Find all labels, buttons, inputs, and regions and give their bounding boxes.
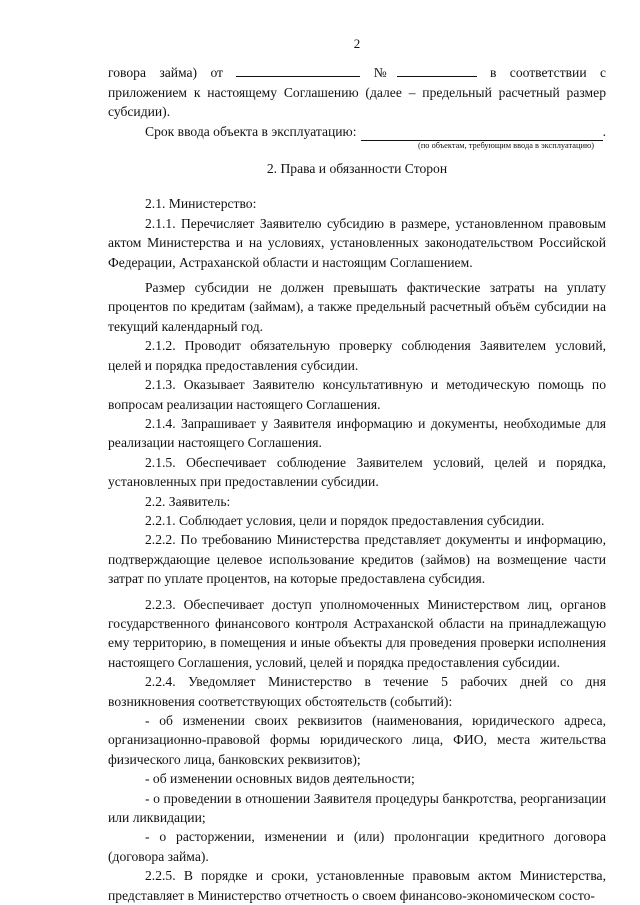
clause-2-1-1: 2.1.1. Перечисляет Заявителю субсидию в размере, установленном правовым актом Министерства и на условиях, установленных законодательством Российской Федерации, Астраханской области и настоящим Соглашением.	[108, 215, 606, 270]
list-item-credit-agreement: - о расторжении, изменении и (или) пролонгации кредитного договора (договора займа).	[108, 829, 606, 864]
page-number: 2	[353, 36, 361, 51]
clause-2-1-2: 2.1.2. Проводит обязательную проверку соблюдения Заявителем условий, целей и порядка предоставления субсидии.	[108, 338, 606, 373]
clause-2-1-5: 2.1.5. Обеспечивает соблюдение Заявителем условий, целей и порядка, установленных при предоставлении субсидии.	[108, 454, 606, 490]
intro-text-end: в соответствии с приложением к настоящему Соглашению (далее – предельный расчетный размер субсидии).	[108, 65, 606, 120]
date-blank	[236, 64, 360, 77]
commissioning-blank	[361, 127, 603, 141]
commissioning-period: .	[602, 123, 606, 139]
clause-2-2: 2.2. Заявитель:	[145, 493, 231, 509]
commissioning-label: Срок ввода объекта в эксплуатацию:	[145, 123, 357, 139]
subsidy-limit-paragraph: Размер субсидии не должен превышать фактические затраты на уплату процентов по кредитам (займам), а также предельный расчетный объём субсидии на текущий календарный год.	[108, 280, 606, 334]
commissioning-note: (по объектам, требующим ввода в эксплуатацию)	[418, 141, 594, 151]
clause-2-1-4: 2.1.4. Запрашивает у Заявителя информацию и документы, необходимые для реализации настоящего Соглашения.	[108, 415, 606, 451]
intro-text-start: говора займа) от	[108, 65, 223, 81]
clause-2-1-3: 2.1.3. Оказывает Заявителю консультативную и методическую помощь по вопросам реализации настоящего Соглашения.	[108, 377, 606, 412]
commissioning-row	[108, 122, 606, 141]
intro-number-sign: №	[373, 65, 397, 81]
list-item-requisites: - об изменении своих реквизитов (наименования, юридического адреса, организационно-правовой формы юридического лица, ФИО, места жительства физического лица, банковских реквизитов);	[108, 713, 606, 767]
clause-2-1: 2.1. Министерство:	[145, 196, 257, 212]
clause-2-2-3: 2.2.3. Обеспечивает доступ уполномоченных Министерством лиц, органов государственного финансового контроля Астраханской области на принадлежащую ему территорию, в помещения и иные объекты для проведения проверки исполнения настоящего Соглашения, условий, целей и порядка предоставления субсидии.	[108, 596, 606, 670]
clause-2-2-5: 2.2.5. В порядке и сроки, установленные правовым актом Министерства, представляет в Министерство отчетность о своем финансово-экономическом состо-	[108, 868, 606, 903]
list-item-bankruptcy: - о проведении в отношении Заявителя процедуры банкротства, реорганизации или ликвидации;	[108, 790, 606, 826]
clause-2-2-1: 2.2.1. Соблюдает условия, цели и порядок предоставления субсидии.	[145, 512, 545, 528]
intro-paragraph	[108, 63, 606, 121]
number-blank	[397, 64, 477, 77]
clause-2-2-4: 2.2.4. Уведомляет Министерство в течение 5 рабочих дней со дня возникновения соответствующих обстоятельств (событий):	[108, 674, 606, 709]
section-heading: 2. Права и обязанности Сторон	[266, 161, 448, 177]
clause-2-2-2: 2.2.2. По требованию Министерства представляет документы и информацию, подтверждающие целевое использование кредитов (займов) на возмещение части затрат по уплате процентов, на которые предоставлена субсидия.	[108, 532, 606, 587]
list-item-activities: - об изменении основных видов деятельности;	[145, 771, 415, 787]
